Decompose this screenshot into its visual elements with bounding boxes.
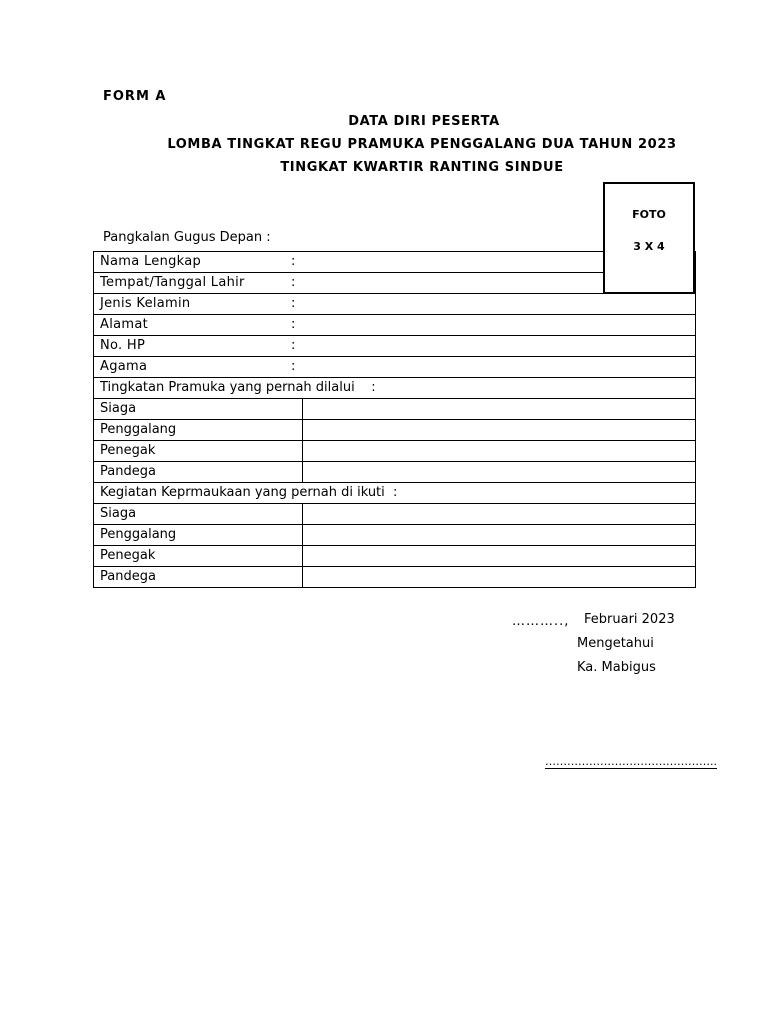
field-cell[interactable] — [94, 336, 696, 357]
field-cell[interactable] — [94, 315, 696, 336]
level-label: Siaga — [94, 399, 303, 420]
title-line-3: TINGKAT KWARTIR RANTING SINDUE — [280, 160, 564, 175]
level-value[interactable] — [303, 420, 696, 441]
activity-label: Penegak — [94, 546, 303, 567]
table-row — [94, 315, 696, 336]
signature-knowing: Mengetahui — [577, 636, 654, 651]
signature-line: ……………………………………….. — [545, 755, 717, 768]
title-line-2: LOMBA TINGKAT REGU PRAMUKA PENGGALANG DUA TAHUN 2023 — [167, 137, 677, 152]
pangkalan-label: Pangkalan Gugus Depan : — [103, 230, 271, 245]
form-label: FORM A — [103, 89, 167, 104]
table-row — [94, 378, 696, 399]
activity-label: Penggalang — [94, 525, 303, 546]
field-label: Agama — [100, 359, 148, 374]
table-row — [94, 525, 696, 546]
field-label: Jenis Kelamin — [100, 296, 191, 311]
table-row — [94, 336, 696, 357]
field-separator: : — [291, 359, 296, 374]
level-value[interactable] — [303, 399, 696, 420]
level-label: Pandega — [94, 462, 303, 483]
field-cell[interactable] — [94, 294, 696, 315]
signature-place: ……….., — [512, 614, 570, 629]
activity-value[interactable] — [303, 504, 696, 525]
level-label: Penggalang — [94, 420, 303, 441]
signature-date: Februari 2023 — [584, 612, 675, 627]
field-separator: : — [291, 254, 296, 269]
table-row — [94, 483, 696, 504]
table-row — [94, 399, 696, 420]
activity-value[interactable] — [303, 525, 696, 546]
field-label: Tempat/Tanggal Lahir — [100, 275, 245, 290]
photo-box — [603, 182, 695, 294]
field-label: Alamat — [100, 317, 148, 332]
activity-value[interactable] — [303, 546, 696, 567]
section-title-tingkatan: Tingkatan Pramuka yang pernah dilalui : — [94, 378, 696, 399]
activity-label: Siaga — [94, 504, 303, 525]
title-line-1: DATA DIRI PESERTA — [348, 114, 500, 129]
table-row — [94, 420, 696, 441]
table-row — [94, 546, 696, 567]
activity-label: Pandega — [94, 567, 303, 588]
level-label: Penegak — [94, 441, 303, 462]
field-label: Nama Lengkap — [100, 254, 202, 269]
table-row — [94, 567, 696, 588]
photo-label: FOTO — [632, 208, 666, 221]
level-value[interactable] — [303, 441, 696, 462]
field-separator: : — [291, 338, 296, 353]
field-separator: : — [291, 317, 296, 332]
field-label: No. HP — [100, 338, 146, 353]
table-row — [94, 441, 696, 462]
field-separator: : — [291, 296, 296, 311]
field-cell[interactable] — [94, 357, 696, 378]
photo-size: 3 X 4 — [633, 240, 665, 253]
signature-title: Ka. Mabigus — [577, 660, 656, 675]
participant-form-table — [93, 251, 696, 588]
field-separator: : — [291, 275, 296, 290]
table-row — [94, 357, 696, 378]
table-row — [94, 462, 696, 483]
section-title-kegiatan: Kegiatan Keprmaukaan yang pernah di ikuti : — [94, 483, 696, 504]
level-value[interactable] — [303, 462, 696, 483]
table-row — [94, 504, 696, 525]
activity-value[interactable] — [303, 567, 696, 588]
table-row — [94, 294, 696, 315]
